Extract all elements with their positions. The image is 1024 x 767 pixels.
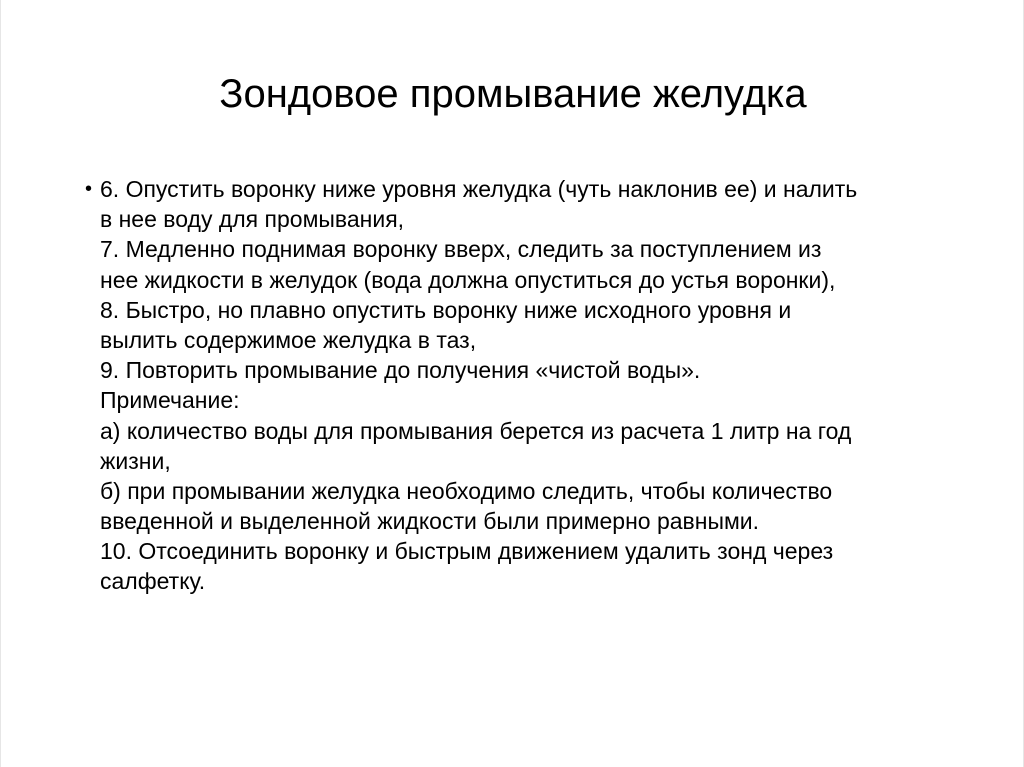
text-line: салфетку. <box>100 568 206 595</box>
text-line: Примечание: <box>100 387 240 414</box>
text-line: 8. Быстро, но плавно опустить воронку ниже исходного уровня и <box>100 296 792 323</box>
text-line: 9. Повторить промывание до получения «чистой воды». <box>100 357 701 384</box>
text-line: б) при промывании желудка необходимо следить, чтобы количество <box>100 477 833 504</box>
text-line: 7. Медленно поднимая воронку вверх, следить за поступлением из <box>100 236 822 263</box>
text-line: нее жидкости в желудок (вода должна опуститься до устья воронки), <box>100 266 836 293</box>
text-line: жизни, <box>100 447 171 474</box>
text-line: вылить содержимое желудка в таз, <box>100 326 477 353</box>
text-line: 10. Отсоединить воронку и быстрым движением удалить зонд через <box>100 538 834 565</box>
text-line: введенной и выделенной жидкости были примерно равными. <box>100 508 760 535</box>
bullet-marker: • <box>85 178 93 200</box>
slide-title: Зондовое промывание желудка <box>219 72 807 116</box>
text-line: в нее воду для промывания, <box>100 206 405 233</box>
text-line: 6. Опустить воронку ниже уровня желудка (чуть наклонив ее) и налить <box>100 176 858 202</box>
bullet-text <box>100 174 985 597</box>
text-line: а) количество воды для промывания берется из расчета 1 литр на год <box>100 417 852 444</box>
